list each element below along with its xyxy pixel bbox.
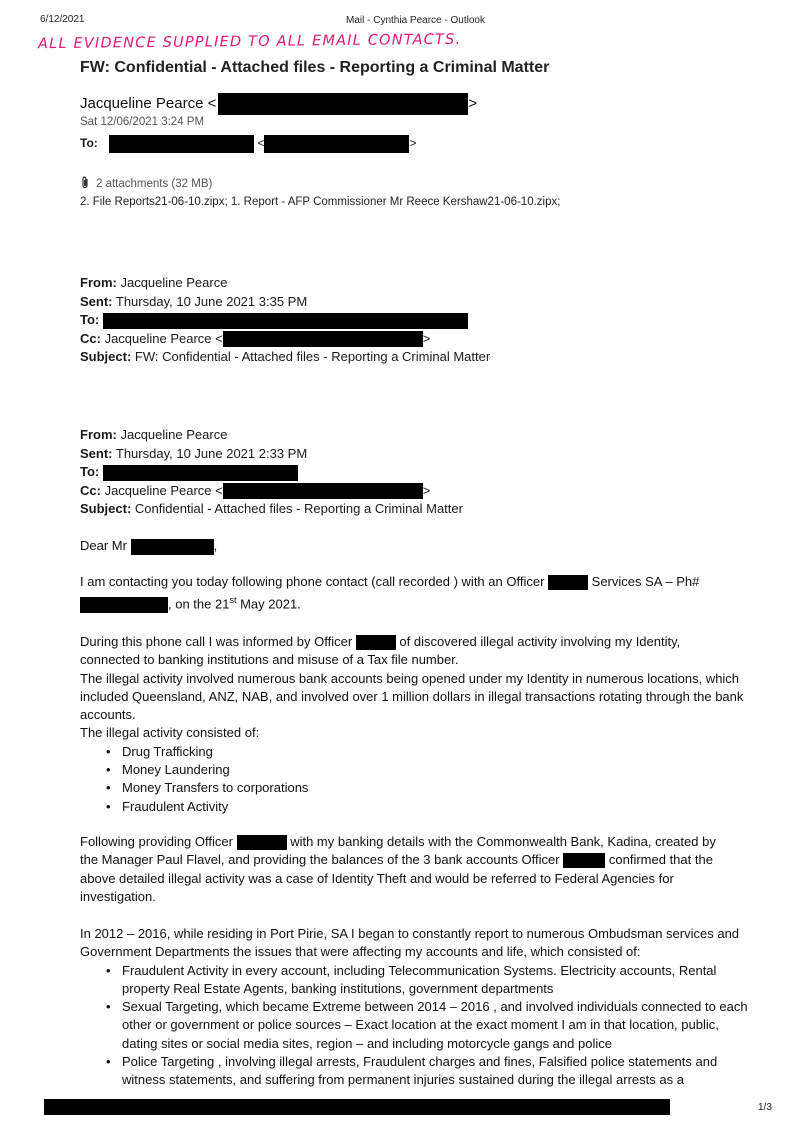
paragraph-1: I am contacting you today following phone contact (call recorded ) with an Officer Services SA – Ph# , on the 21st May 2021. [80,574,700,612]
activity-list [80,743,750,816]
paragraph-3: The illegal activity involved numerous bank accounts being opened under my Identity in numerous locations, which included Queensland, ANZ, NAB, and involved over 1 million dollars in illegal transactions rotating through the bank accounts. [80,670,744,723]
forward-header-1 [80,274,720,367]
handwritten-note: ALL EVIDENCE SUPPLIED TO ALL EMAIL CONTACTS. [37,31,462,53]
fwd2-to: To: [80,463,720,482]
redacted-recipient [109,135,254,153]
redacted-to [103,465,298,481]
redacted-cc [223,331,423,347]
issues-list [80,962,750,1090]
redacted-phone [80,597,168,613]
fwd2-subject: Subject: Confidential - Attached files - Reporting a Criminal Matter [80,501,463,516]
lt-symbol: < [257,136,265,151]
paperclip-icon [80,176,90,189]
list-item: • Money Laundering [122,761,750,779]
page-number: 1/3 [758,1102,772,1113]
redacted-email [218,93,468,115]
fwd1-sent: Sent: Thursday, 10 June 2021 3:35 PM [80,293,308,309]
redacted-officer [548,575,588,590]
redacted-officer [563,853,605,868]
fwd1-to: To: [80,311,720,330]
redacted-cc [223,483,423,499]
forward-header-2 [80,426,720,519]
list-item: • Sexual Targeting, which became Extreme between 2014 – 2016 , and involved individuals connected to each other or government or police sources – Exact location at the exact moment I am in that location, public, dating sites or social media sites, region – and including motorcycle gangs and police [122,998,750,1053]
email-subject-title: FW: Confidential - Attached files - Reporting a Criminal Matter [80,59,550,76]
redacted-to [103,313,468,329]
fwd1-subject: Subject: FW: Confidential - Attached files - Reporting a Criminal Matter [80,349,491,364]
sender-close: > [468,94,478,112]
sender-name: Jacqueline Pearce < [80,94,217,112]
to-label: To: [80,136,98,151]
redacted-name [131,539,214,555]
fwd2-cc: Cc: Jacqueline Pearce < > [80,482,431,498]
gt-symbol: > [409,136,417,151]
redacted-officer [356,635,396,650]
attachments-summary[interactable] [80,176,212,190]
to-line [80,135,416,153]
attachments-list[interactable]: 2. File Reports21-06-10.zipx; 1. Report - AFP Commissioner Mr Reece Kershaw21-06-10.zipx; [80,196,561,208]
sender-line [80,93,477,115]
list-item: • Fraudulent Activity in every account, including Telecommunication Systems. Electricity accounts, Rental property Real Estate Agents, banking institutions, government departments [122,962,750,999]
redacted-recipient-email [264,135,409,153]
attachments-count: 2 attachments (32 MB) [96,178,213,190]
print-title: Mail - Cynthia Pearce - Outlook [346,15,485,26]
paragraph-2: During this phone call I was informed by Officer of discovered illegal activity involving my Identity, connected to banking institutions and misuse of a Tax file number. The illegal activity involved numerous bank accounts being opened under my Identity in numerous locations, which included Queensland, ANZ, NAB, and involved over 1 million dollars in illegal transactions rotating through the bank accounts. The illegal activity consisted of: • Drug Trafficking • Money Laundering • Money Transfers to corporations • Fraudulent Activity [80,633,750,816]
fwd2-from: From: Jacqueline Pearce [80,427,228,442]
paragraph-5: Following providing Officer with my banking details with the Commonwealth Bank, Kadina, created by the Manager Paul Flavel, and providing the balances of the 3 bank accounts Officer confirmed that the above detailed illegal activity was a case of Identity Theft and would be referred to Federal Agencies for investigation. [80,834,716,904]
paragraph-4: The illegal activity consisted of: [80,725,260,741]
fwd1-from: From: Jacqueline Pearce [80,275,228,290]
fwd2-sent: Sent: Thursday, 10 June 2021 2:33 PM [80,445,308,461]
list-item: • Police Targeting , involving illegal arrests, Fraudulent charges and fines, Falsified police statements and witness statements, and suffering from permanent injuries sustained during the illegal arrests as a [122,1053,750,1090]
list-item: • Fraudulent Activity [122,798,750,816]
print-date: 6/12/2021 [40,14,85,25]
redacted-footer [44,1099,670,1115]
fwd1-cc: Cc: Jacqueline Pearce < > [80,330,431,346]
list-item: • Money Transfers to corporations [122,779,750,797]
greeting: Dear Mr , [80,538,218,553]
sent-timestamp: Sat 12/06/2021 3:24 PM [80,116,205,128]
list-item: • Drug Trafficking [122,743,750,761]
redacted-officer [237,835,287,850]
paragraph-6: In 2012 – 2016, while residing in Port Pirie, SA I began to constantly report to numerous Ombudsman services and Government Departments the issues that were affecting my accounts and life, which consisted of: • Fraudulent Activity in every account, including Telecommunication Systems. Electricity accounts, Rental property Real Estate Agents, banking institutions, government departments • Sexual Targeting, which became Extreme between 2014 – 2016 , and involved individuals connected to each other or government or police sources – Exact location at the exact moment I am in that location, public, dating sites or social media sites, region – and including motorcycle gangs and police • Police Targeting , involving illegal arrests, Fraudulent charges and fines, Falsified police statements and witness statements, and suffering from permanent injuries sustained during the illegal arrests as a [80,925,750,1090]
